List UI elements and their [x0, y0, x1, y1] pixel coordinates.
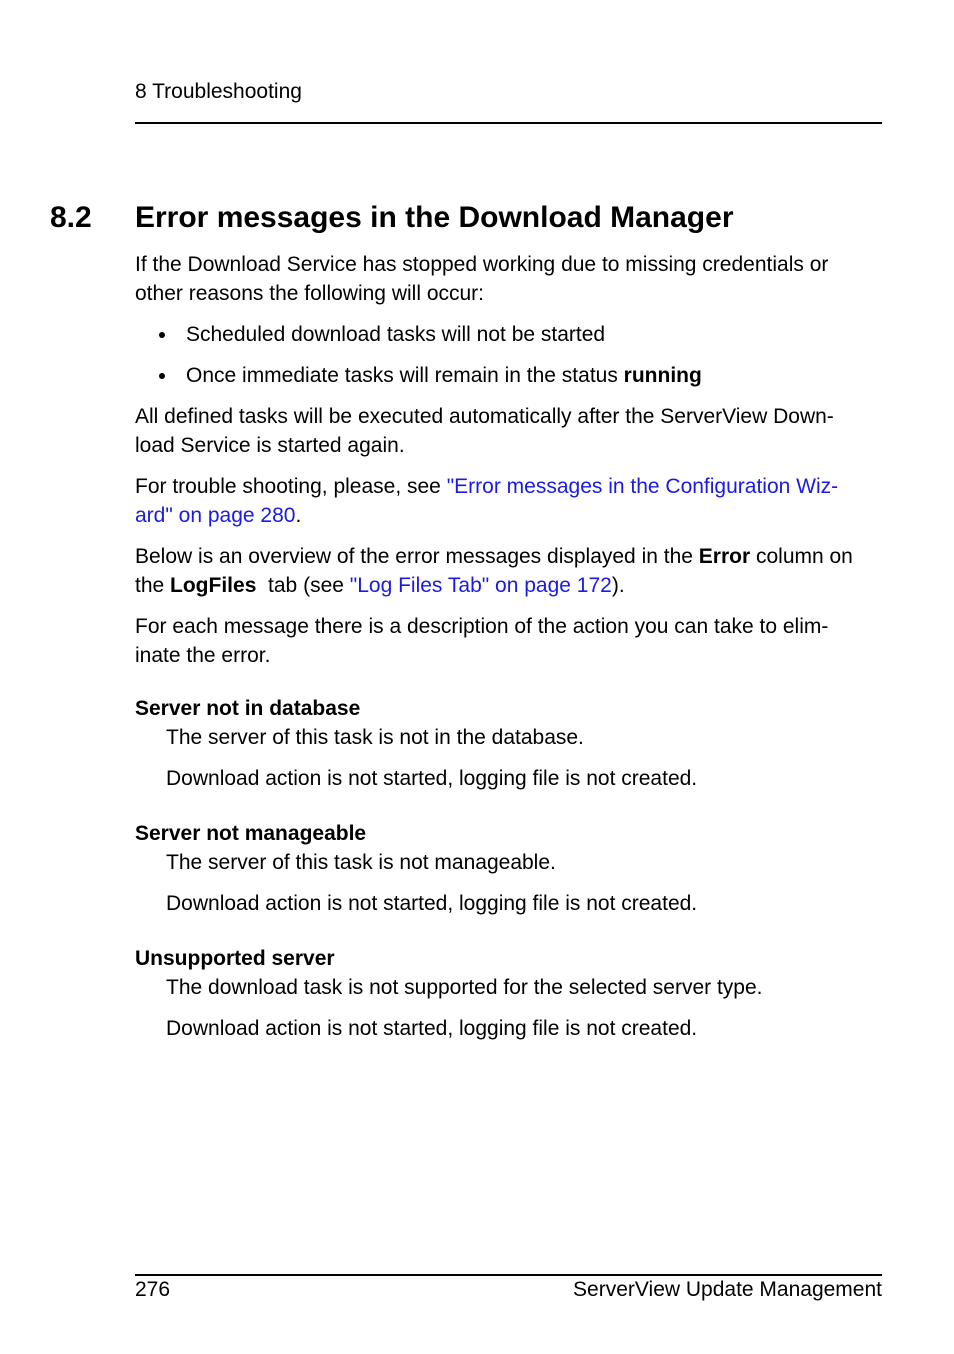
- error-description: The server of this task is not in the database.: [166, 726, 584, 749]
- error-action: Download action is not started, logging file is not created.: [166, 892, 698, 915]
- overview-line-1: [135, 542, 895, 571]
- book-title: ServerView Update Management: [573, 1278, 882, 1301]
- bullet-icon: [159, 332, 165, 338]
- auto-line-2: load Service is started again.: [135, 434, 405, 457]
- overview-text: Below is an overview of the error messages displayed in the: [135, 545, 699, 568]
- overview-line-2: [135, 571, 895, 600]
- error-term-server-not-manageable: Server not manageable: [135, 822, 367, 845]
- intro-line-2: other reasons the following will occur:: [135, 282, 485, 305]
- overview-text: column on: [750, 545, 853, 568]
- overview-text: the: [135, 574, 171, 597]
- error-column-name: Error: [698, 545, 751, 568]
- logfiles-tab-name: LogFiles: [170, 574, 257, 597]
- trouble-line-2: [135, 501, 895, 530]
- config-wizard-errors-link-cont[interactable]: ard" on page 280: [135, 504, 296, 527]
- trouble-prefix: For trouble shooting, please, see: [135, 475, 447, 498]
- log-files-tab-link[interactable]: "Log Files Tab" on page 172: [349, 574, 612, 597]
- intro-line-1: If the Download Service has stopped working due to missing credentials or: [135, 253, 829, 276]
- intro-paragraph: [135, 250, 895, 308]
- section-title: Error messages in the Download Manager: [135, 201, 734, 234]
- header-divider: [135, 122, 882, 124]
- bullet-text: [186, 361, 702, 390]
- bullet-icon: [159, 373, 165, 379]
- overview-text: ).: [611, 574, 625, 597]
- trouble-suffix: .: [295, 504, 302, 527]
- troubleshooting-paragraph: [135, 472, 895, 530]
- footer-divider: [135, 1274, 882, 1276]
- bullet-text: Scheduled download tasks will not be started: [186, 323, 606, 346]
- page-number: 276: [135, 1278, 171, 1301]
- each-line-2: inate the error.: [135, 644, 271, 667]
- error-term-server-not-in-database: Server not in database: [135, 697, 361, 720]
- running-header: 8 Troubleshooting: [135, 80, 302, 103]
- error-term-unsupported-server: Unsupported server: [135, 947, 335, 970]
- config-wizard-errors-link[interactable]: "Error messages in the Configuration Wiz-: [446, 475, 839, 498]
- overview-text: tab (see: [256, 574, 350, 597]
- error-action: Download action is not started, logging file is not created.: [166, 767, 698, 790]
- auto-line-1: All defined tasks will be executed automatically after the ServerView Down-: [135, 405, 834, 428]
- auto-execution-paragraph: [135, 402, 895, 460]
- status-running: running: [623, 364, 702, 387]
- error-action: Download action is not started, logging file is not created.: [166, 1017, 698, 1040]
- bullet-text-plain: Once immediate tasks will remain in the status: [186, 364, 624, 387]
- error-description: The server of this task is not manageable.: [166, 851, 556, 874]
- section-number: 8.2: [50, 201, 92, 234]
- error-description: The download task is not supported for the selected server type.: [166, 976, 763, 999]
- overview-paragraph: [135, 542, 895, 600]
- description-intro-paragraph: [135, 612, 895, 670]
- trouble-line-1: [135, 472, 895, 501]
- each-line-1: For each message there is a description of the action you can take to elim-: [135, 615, 829, 638]
